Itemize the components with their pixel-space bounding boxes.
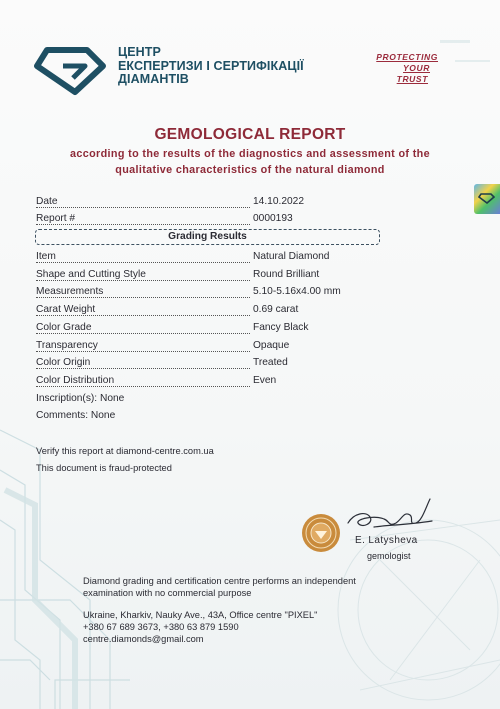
- grading-row-value: Even: [253, 374, 277, 386]
- verify-site-link[interactable]: diamond-centre.com.ua: [116, 446, 214, 456]
- date-row: [36, 196, 456, 210]
- grading-row: [36, 322, 456, 336]
- handwritten-signature: [344, 493, 440, 535]
- footer-contacts: [83, 610, 443, 645]
- grading-row-label: Item: [36, 251, 56, 262]
- inscriptions: Inscription(s): None: [36, 393, 125, 404]
- subtitle-line-1: according to the results of the diagnostics and assessment of the: [70, 148, 430, 160]
- report-number-row: [36, 213, 456, 227]
- org-line-3: ДІАМАНТІВ: [118, 72, 189, 86]
- hologram-sticker: [474, 184, 500, 214]
- org-line-2: ЕКСПЕРТИЗИ І СЕРТИФІКАЦІЇ: [118, 58, 304, 73]
- hologram-logo-icon: [478, 193, 495, 204]
- report-number-value: 0000193: [253, 213, 293, 224]
- dotted-leader: [36, 251, 250, 263]
- footer-phones: +380 67 689 3673, +380 63 879 1590: [83, 621, 239, 632]
- grading-row: [36, 357, 456, 371]
- grading-row: [36, 340, 456, 354]
- organization-name: [118, 46, 348, 87]
- footer-statement: [83, 576, 443, 600]
- report-title: GEMOLOGICAL REPORT: [154, 126, 346, 143]
- grading-results-title: Grading Results: [168, 231, 247, 242]
- grading-row-value: Natural Diamond: [253, 251, 330, 262]
- grading-row: [36, 375, 456, 389]
- grading-results-header: [35, 229, 380, 245]
- slogan: [350, 52, 450, 86]
- grading-row-value: Round Brilliant: [253, 268, 320, 280]
- slogan-line-1: PROTECTING: [376, 52, 438, 62]
- dotted-leader: [36, 196, 250, 208]
- grading-row-label: Color Grade: [36, 321, 92, 333]
- footer-line-2: examination with no commercial purpose: [83, 587, 252, 598]
- org-line-1: ЦЕНТР: [118, 45, 161, 59]
- grading-row-label: Color Origin: [36, 357, 91, 369]
- grading-row-label: Shape and Cutting Style: [36, 268, 146, 280]
- fraud-protected-text: This document is fraud-protected: [36, 463, 172, 473]
- slogan-line-3: TRUST: [396, 74, 428, 84]
- footer-line-1: Diamond grading and certification centre performs an independent: [83, 576, 356, 586]
- grading-row-value: Treated: [253, 357, 288, 369]
- subtitle-line-2: qualitative characteristics of the natural diamond: [115, 163, 385, 176]
- grading-row: [36, 304, 456, 318]
- grading-row: [36, 286, 456, 300]
- grading-row-label: Carat Weight: [36, 304, 96, 316]
- official-seal-icon: [301, 513, 341, 553]
- grading-row-value: 0.69 carat: [253, 304, 299, 316]
- grading-row-label: Measurements: [36, 286, 104, 298]
- verify-text: [36, 446, 214, 456]
- grading-row-value: Opaque: [253, 339, 290, 351]
- footer-address: Ukraine, Kharkiv, Nauky Ave., 43A, Office centre "PIXEL": [83, 610, 318, 620]
- report-subtitle: [30, 147, 470, 178]
- date-value: 14.10.2022: [253, 196, 304, 207]
- comments: Comments: None: [36, 410, 116, 421]
- signer-role: gemologist: [367, 551, 411, 561]
- grading-row-value: Fancy Black: [253, 321, 309, 333]
- grading-row: [36, 269, 456, 283]
- grading-row-label: Transparency: [36, 339, 98, 351]
- verify-prefix: Verify this report at: [36, 446, 117, 456]
- report-number-label: Report #: [36, 213, 76, 224]
- grading-row-label: Color Distribution: [36, 374, 115, 386]
- footer-email[interactable]: centre.diamonds@gmail.com: [83, 633, 204, 644]
- grading-row: [36, 251, 456, 265]
- diamond-logo-icon: [33, 44, 109, 96]
- date-label: Date: [36, 196, 58, 207]
- slogan-line-2: YOUR: [403, 63, 430, 73]
- grading-row-value: 5.10-5.16x4.00 mm: [253, 286, 341, 298]
- signer-name: E. Latysheva: [355, 535, 418, 546]
